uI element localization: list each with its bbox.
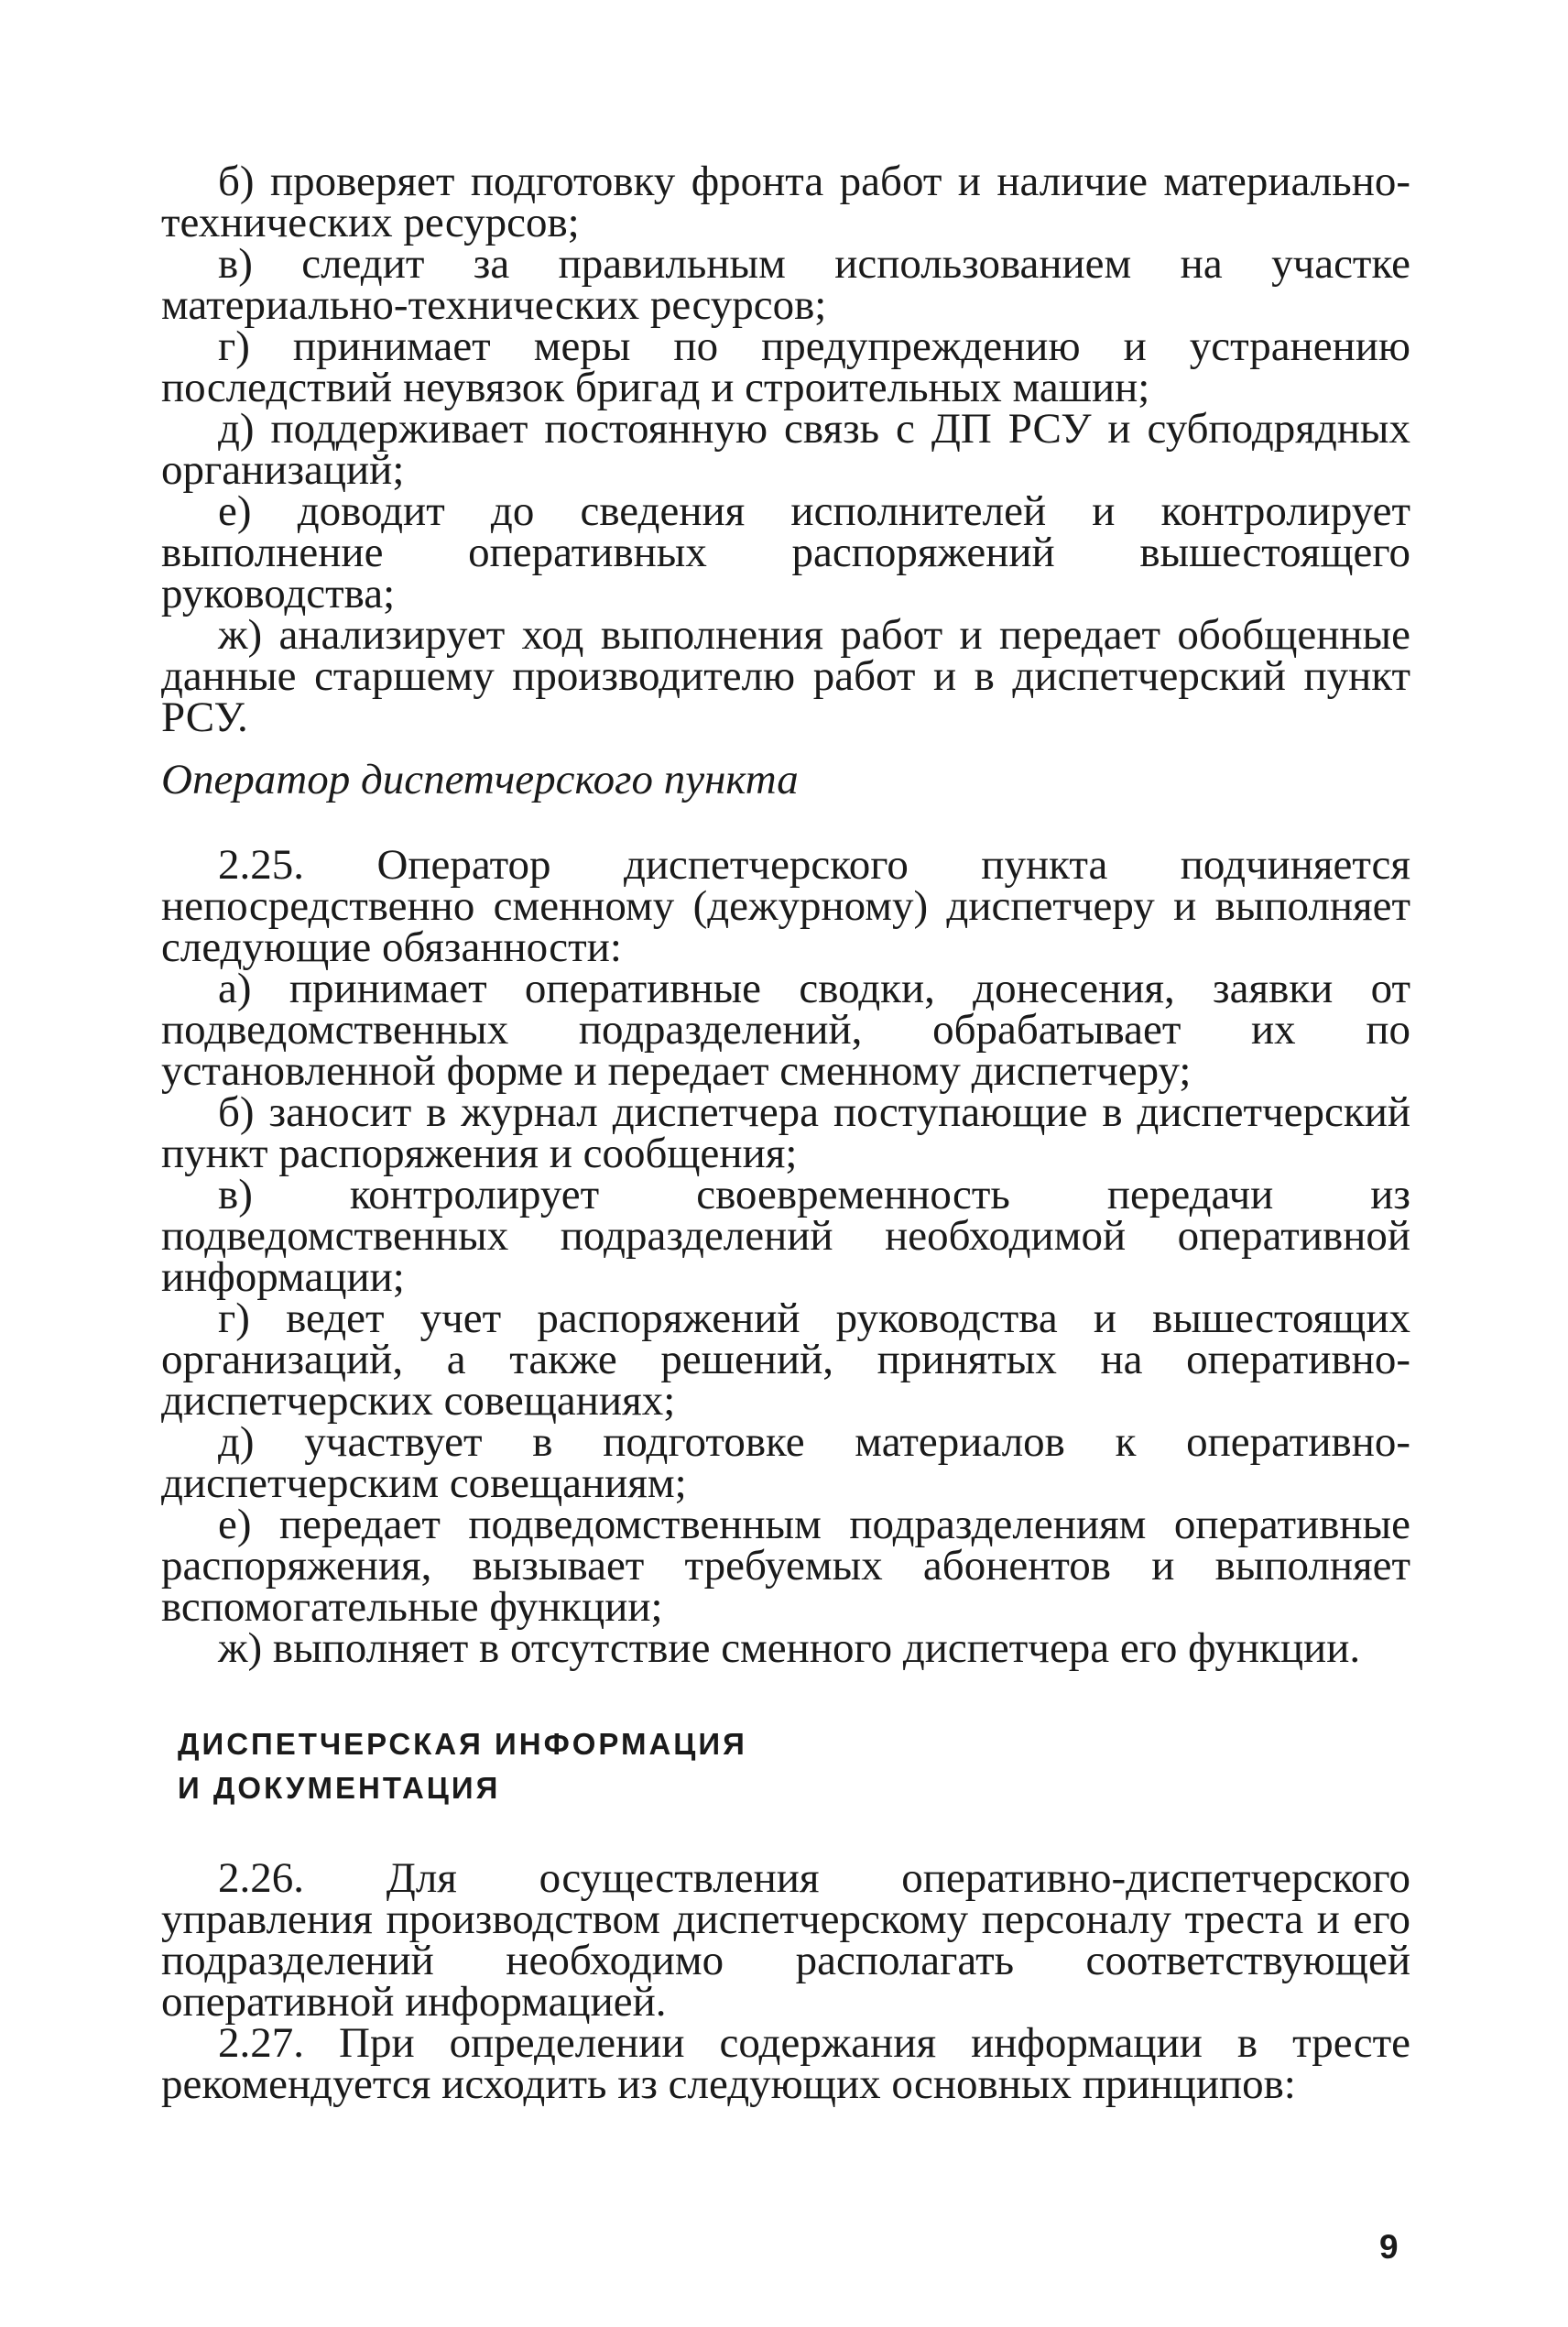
operator-lead-paragraph: 2.25. Оператор диспетчерского пункта подчиняется непосредственно сменному (дежурному) диспетчеру и выполняет следующие обязанности: <box>161 841 1410 971</box>
operator-section-body <box>161 841 1410 1672</box>
operator-duty-v: в) контролирует своевременность передачи из подведомственных подразделений необходимой оперативной информации; <box>161 1171 1410 1301</box>
operator-duty-b: б) заносит в журнал диспетчера поступающие в диспетчерский пункт распоряжения и сообщения; <box>161 1088 1410 1177</box>
intro-duties-list <box>161 158 1410 741</box>
intro-item-zh: ж) анализирует ход выполнения работ и передает обобщенные данные старшему производителю работ и в диспетчерский пункт РСУ. <box>161 611 1410 741</box>
intro-item-e: е) доводит до сведения исполнителей и контролирует выполнение оперативных распоряжений вышестоящего руководства; <box>161 487 1410 617</box>
info-heading-line-1: ДИСПЕТЧЕРСКАЯ ИНФОРМАЦИЯ <box>178 1727 747 1761</box>
info-section-body <box>161 1854 1410 2108</box>
intro-item-d: д) поддерживает постоянную связь с ДП РСУ и субподрядных организаций; <box>161 405 1410 494</box>
info-heading-line-2: И ДОКУМЕНТАЦИЯ <box>178 1771 501 1805</box>
operator-duty-e: е) передает подведомственным подразделениям оперативные распоряжения, вызывает требуемых абонентов и выполняет вспомогательные функции; <box>161 1501 1410 1631</box>
intro-item-g: г) принимает меры по предупреждению и устранению последствий неувязок бригад и строительных машин; <box>161 322 1410 411</box>
page-number: 9 <box>1379 2228 1399 2266</box>
operator-duty-g: г) ведет учет распоряжений руководства и вышестоящих организаций, а также решений, принятых на оперативно-диспетчерских совещаниях; <box>161 1295 1410 1425</box>
intro-item-v: в) следит за правильным использованием на участке материально-технических ресурсов; <box>161 240 1410 329</box>
intro-item-b: б) проверяет подготовку фронта работ и наличие материально-технических ресурсов; <box>161 158 1410 246</box>
operator-duty-zh: ж) выполняет в отсутствие сменного диспетчера его функции. <box>218 1624 1361 1672</box>
operator-duty-d: д) участвует в подготовке материалов к оперативно-диспетчерским совещаниям; <box>161 1418 1410 1507</box>
operator-section-title: Оператор диспетчерского пункта <box>161 756 799 803</box>
paragraph-2-27: 2.27. При определении содержания информации в тресте рекомендуется исходить из следующих основных принципов: <box>161 2019 1410 2108</box>
operator-duty-a: а) принимает оперативные сводки, донесения, заявки от подведомственных подразделений, обрабатывает их по установленной форме и передает сменному диспетчеру; <box>161 965 1410 1095</box>
info-section-heading <box>178 1722 747 1810</box>
paragraph-2-26: 2.26. Для осуществления оперативно-диспетчерского управления производством диспетчерскому персоналу треста и его подразделений необходимо располагать соответствующей оперативной информацией. <box>161 1854 1410 2026</box>
